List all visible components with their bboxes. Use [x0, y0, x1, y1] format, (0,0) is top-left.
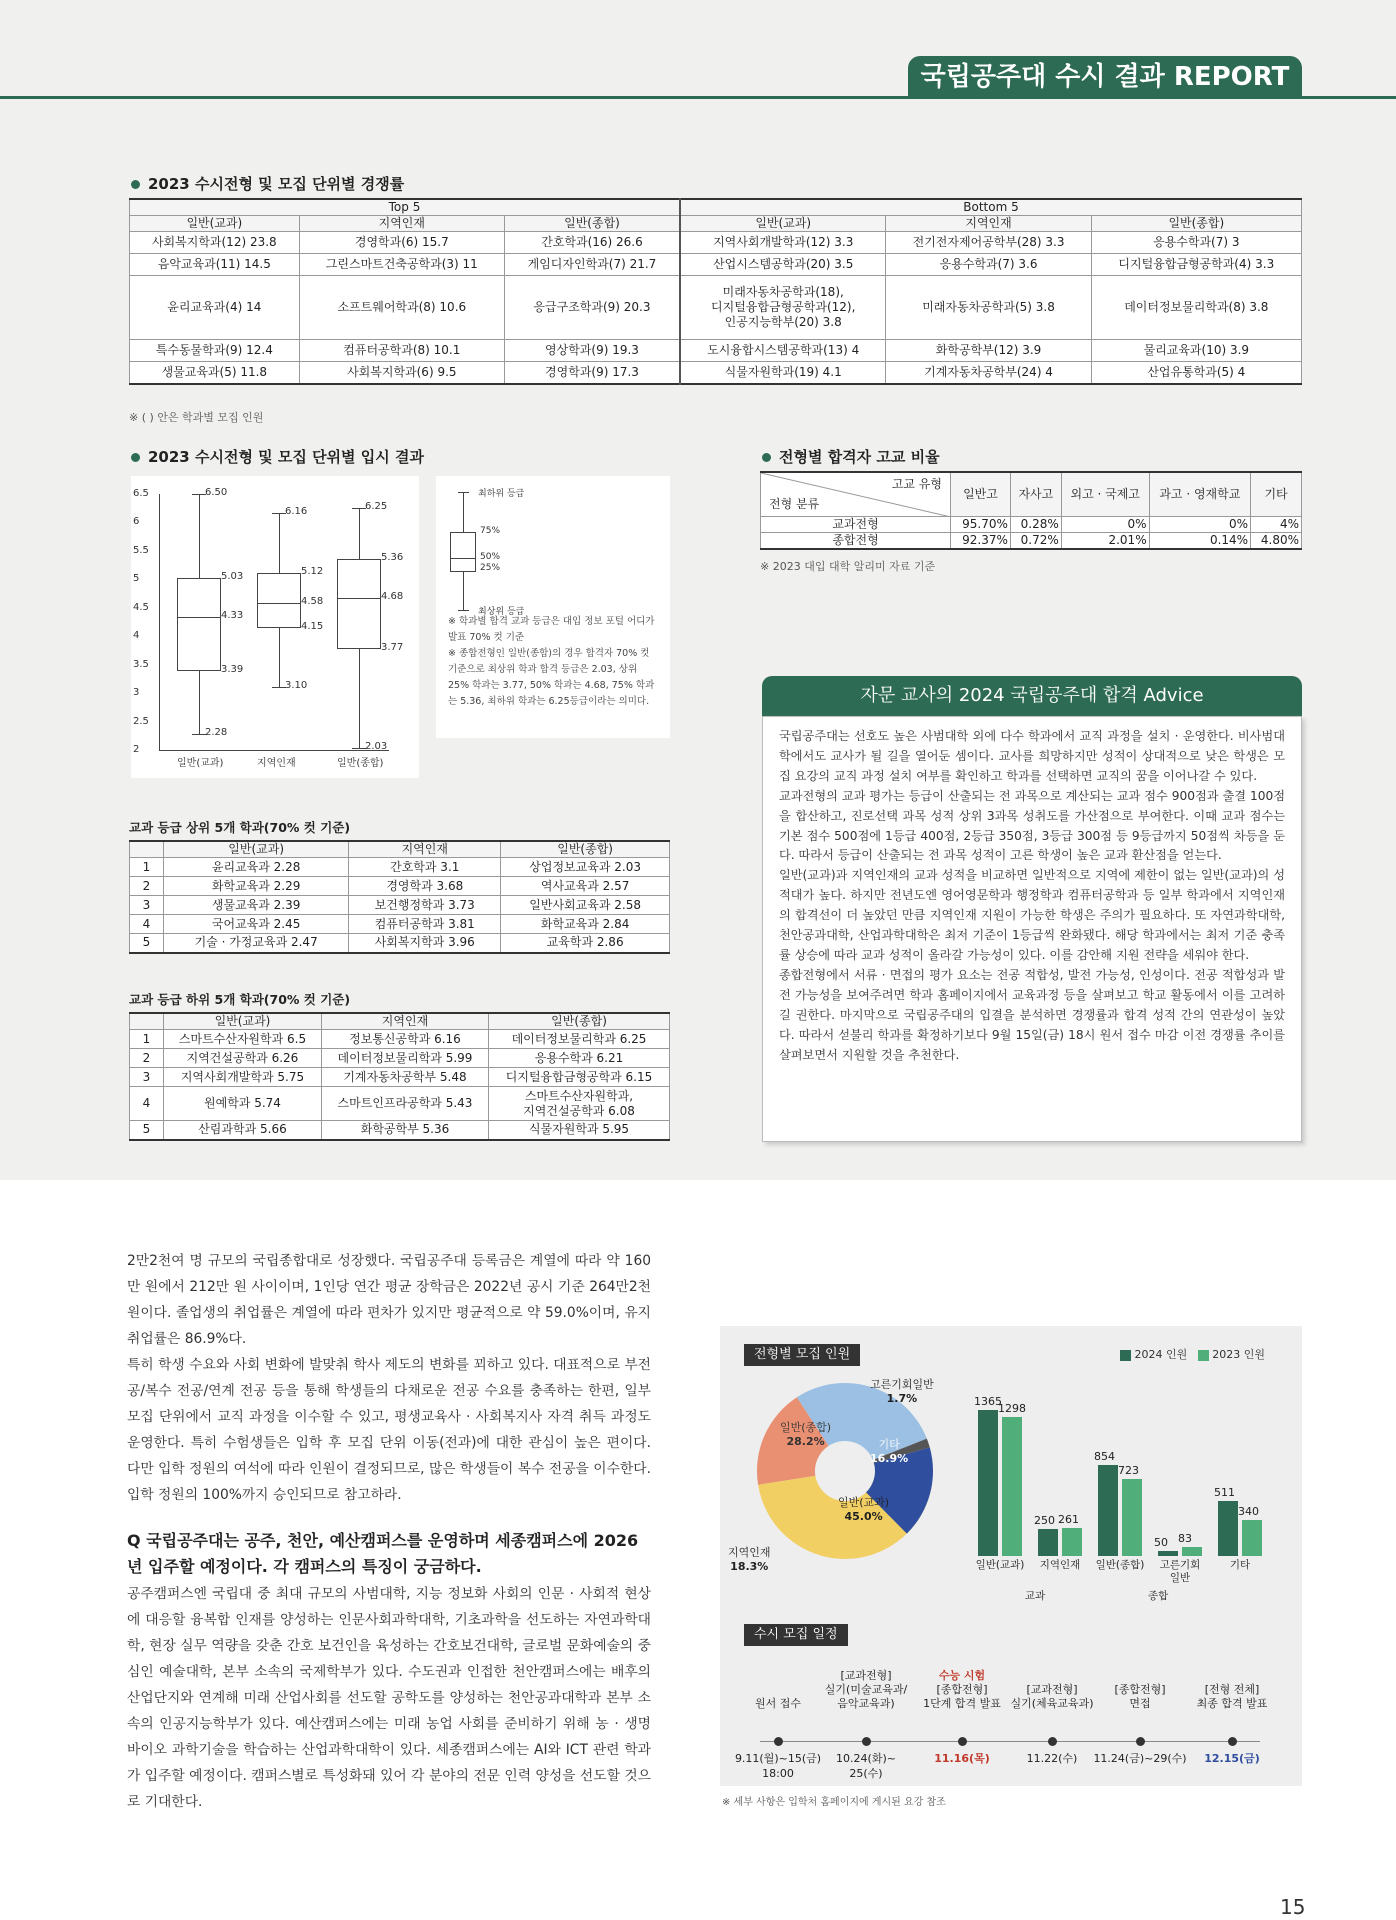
table-cell: 산업유통학과(5) 4	[1091, 362, 1301, 384]
column-header: 일반(교과)	[680, 216, 886, 232]
y-tick-label: 6.5	[133, 488, 149, 499]
table-row	[130, 1087, 670, 1121]
y-tick-label: 2.5	[133, 715, 149, 727]
table-cell: 생물교육과(5) 11.8	[130, 362, 300, 384]
table-cell: 0%	[1061, 516, 1149, 532]
table-cell: 게임디자인학과(7) 21.7	[504, 254, 679, 276]
x-axis	[159, 750, 389, 751]
table-cell: 사회복지학과(12) 23.8	[130, 232, 300, 254]
legend-label: 최하위 등급	[478, 489, 525, 499]
table-cell: 원예학과 5.74	[164, 1087, 322, 1121]
table-cell: 0%	[1149, 516, 1250, 532]
table-cell: 데이터정보물리학과(8) 3.8	[1091, 276, 1301, 340]
table-cell: 0.14%	[1149, 532, 1250, 549]
legend-whisker	[463, 572, 464, 610]
pie-label	[728, 1546, 771, 1574]
top5-title: 교과 등급 상위 5개 학과(70% 컷 기준)	[129, 820, 351, 835]
table-cell: 1	[130, 1030, 164, 1049]
stats-footnote: ※ 세부 사항은 입학처 홈페이지에 게시된 요강 참조	[722, 1797, 946, 1808]
table-row	[130, 858, 670, 877]
bar-value-label: 723	[1118, 1463, 1139, 1477]
table-cell: 2.01%	[1061, 532, 1149, 549]
table-cell: 0.28%	[1010, 516, 1061, 532]
column-header: 일반(교과)	[130, 216, 300, 232]
y-tick-label: 3	[133, 687, 140, 699]
table-cell: 교육학과 2.86	[501, 934, 670, 953]
table-cell: 응용수학과 6.21	[489, 1049, 670, 1068]
schedule-timeline	[720, 1651, 1302, 1781]
value-label: 5.12	[301, 565, 324, 577]
table-cell: 응급구조학과(9) 20.3	[504, 276, 679, 340]
question-heading: Q 국립공주대는 공주, 천안, 예산캠퍼스를 운영하며 세종캠퍼스에 2026년 입주할 예정이다. 각 캠퍼스의 특징이 궁금하다.	[127, 1531, 639, 1576]
table-row	[130, 877, 670, 896]
box	[257, 573, 301, 628]
schedule-title: 수시 모집 일정	[744, 1624, 848, 1646]
schedule-date: 12.15(금)	[1204, 1752, 1260, 1765]
table-row	[761, 532, 1302, 549]
table-cell: 사회복지학과 3.96	[349, 934, 501, 953]
table-cell: 소프트웨어학과(8) 10.6	[299, 276, 504, 340]
table-cell: 4	[130, 915, 164, 934]
advice-title: 자문 교사의 2024 국립공주대 합격 Advice	[762, 676, 1302, 716]
section-title: 전형별 합격자 고교 비율	[779, 448, 940, 466]
value-label: 4.33	[221, 610, 244, 622]
value-label: 6.50	[205, 487, 228, 498]
table-cell: 데이터정보물리학과 5.99	[321, 1049, 488, 1068]
table-cell: 지역사회개발학과 5.75	[164, 1068, 322, 1087]
stats-title: 전형별 모집 인원	[744, 1344, 860, 1366]
table-cell: 윤리교육과(4) 14	[130, 276, 300, 340]
table-cell: 국어교육과 2.45	[164, 915, 349, 934]
advice-paragraph: 국립공주대는 선호도 높은 사범대학 외에 다수 학과에서 교직 과정을 설치 · 운영한다. 비사범대학에서도 교사가 될 길을 열어둔 셈이다. 교사를 희망하지만 성적이 상대적으로 낮은 학생은 모집 요강의 교직 과정 설치 여부를 확인하고 학과를 선택하면 교직의 꿈을 이어나갈 수 있다.	[779, 729, 1285, 783]
column-header: 과고 · 영재학교	[1149, 472, 1250, 516]
article-paragraph: 2만2천여 명 규모의 국립종합대로 성장했다. 국립공주대 등록금은 계열에 따라 약 160만 원에서 212만 원 사이이며, 1인당 연간 평균 장학금은 2022년 공시 기준 264만2천 원이다. 졸업생의 취업률은 계열에 따라 편차가 있지만 평균적으로 약 59.0%이며, 유지 취업률은 86.9%다.	[127, 1253, 651, 1347]
legend-label: 75%	[480, 526, 501, 536]
bar	[1158, 1551, 1178, 1556]
pie-label	[838, 1496, 889, 1524]
x-category-label: 고른기회 일반	[1159, 1559, 1201, 1584]
table-cell: 식물자원학과 5.95	[489, 1121, 670, 1140]
bullet-icon	[762, 453, 771, 462]
column-header: 일반(종합)	[504, 216, 679, 232]
legend-swatch-2024	[1120, 1350, 1131, 1361]
schedule-label: [종합전형] 면접	[1114, 1683, 1166, 1710]
corner-cell: 고교 유형 전형 분류	[761, 472, 951, 516]
column-header: 지역인재	[886, 216, 1091, 232]
bar-value-label: 1365	[974, 1394, 1002, 1408]
table-cell: 2	[130, 1049, 164, 1068]
timeline-dot	[862, 1737, 871, 1746]
advice-paragraph: 일반(교과)과 지역인재의 교과 성적을 비교하면 일반적으로 지역에 제한이 없는 일반(교과)의 성적대가 높다. 하지만 전년도엔 영어영문학과 행정학과 컴퓨터공학과 등 일부 학과에서 지역인재의 합격선이 더 높았던 만큼 지역인재 지원이 가능한 학생은 주의가 필요하다. 또 자연과학대학, 천안공과대학, 산업과학대학은 최저 기준이 1등급씩 완화됐다. 해당 학과에서는 최저 기준 충족률 상승에 따라 교과 성적이 올라갈 가능성이 있다. 이를 감안해 지원 전략을 세워야 한다.	[779, 868, 1285, 962]
bullet-icon	[131, 180, 140, 189]
table-cell: 생물교육과 2.39	[164, 896, 349, 915]
table-cell: 3	[130, 1068, 164, 1087]
y-tick-label: 4	[133, 630, 140, 642]
table-note: ※ ( ) 안은 학과별 모집 인원	[129, 411, 264, 424]
top5-header: Top 5	[130, 199, 680, 216]
timeline-dot	[1136, 1737, 1145, 1746]
bottom5-title: 교과 등급 하위 5개 학과(70% 컷 기준)	[129, 992, 351, 1007]
table-cell: 일반사회교육과 2.58	[501, 896, 670, 915]
pie-label-name: 일반(종합)	[780, 1421, 832, 1434]
legend-label: 최상위 등급	[478, 607, 525, 617]
bar-value-label: 340	[1238, 1504, 1259, 1518]
bar	[1038, 1529, 1058, 1556]
table-cell: 3	[130, 896, 164, 915]
value-label: 5.36	[381, 551, 404, 563]
pie-label	[780, 1421, 831, 1449]
schedule-label: 수능 시험 [종합전형] 1단계 합격 발표	[923, 1669, 1001, 1710]
y-tick-label: 3.5	[133, 658, 149, 670]
table-cell: 1	[130, 858, 164, 877]
timeline-dot	[1048, 1737, 1057, 1746]
table-row	[130, 276, 1302, 340]
table-cell: 스마트수산자원학과 6.5	[164, 1030, 322, 1049]
schedule-date: 11.22(수)	[1026, 1752, 1078, 1765]
column-header: 일반(종합)	[1091, 216, 1301, 232]
table-cell: 화학교육과 2.84	[501, 915, 670, 934]
whisker-cap	[272, 687, 286, 688]
advice-paragraph: 교과전형의 교과 평가는 등급이 산출되는 전 과목으로 계산되는 교과 점수 900점과 출결 100점을 합산하고, 진로선택 과목 성적 상위 3과목 성취도를 가산점으로 부여한다. 이때 교과 점수는 기본 점수 500점에 1등급 400점, 2등급 350점, 3등급 300점 등 9등급까지 50점씩 차등을 둔다. 따라서 등급이 산출되는 전 과목 성적이 고른 학생이 높은 교과 환산점을 얻는다.	[779, 788, 1285, 863]
table-cell: 디지털융합금형공학과(4) 3.3	[1091, 254, 1301, 276]
table-row	[130, 915, 670, 934]
whisker-cap	[272, 513, 286, 514]
column-header: 일반(교과)	[164, 841, 349, 858]
table-row	[130, 362, 1302, 384]
article-paragraph: 특히 학생 수요와 사회 변화에 발맞춰 학사 제도의 변화를 꾀하고 있다. 대표적으로 부전공/복수 전공/연계 전공 등을 통해 학생들의 다채로운 전공 수요를 충족하는 한편, 일부 모집 단위에서 교직 과정을 이수할 수 있고, 평생교육사 · 사회복지사 자격 취득 과정도 운영한다. 특히 수험생들은 입학 후 모집 단위 이동(전과)에 대한 관심이 높은 편이다. 다만 입학 정원의 여석에 따라 인원이 결정되므로, 많은 학생들이 복수 전공을 이수한다. 입학 정원의 100%까지 승인되므로 참고하라.	[127, 1357, 651, 1503]
column-header: 일반(종합)	[501, 841, 670, 858]
median-line	[177, 617, 221, 618]
table-cell: 컴퓨터공학과 3.81	[349, 915, 501, 934]
table-cell: 간호학과 3.1	[349, 858, 501, 877]
table-row	[130, 232, 1302, 254]
value-label: 2.03	[365, 741, 388, 753]
y-tick-label: 2	[133, 744, 140, 755]
table-cell: 산업시스템공학과(20) 3.5	[680, 254, 886, 276]
table-cell: 데이터정보물리학과 6.25	[489, 1030, 670, 1049]
pie-label-value: 16.9%	[870, 1452, 909, 1465]
table-cell: 종합전형	[761, 532, 951, 549]
bar-value-label: 250	[1034, 1514, 1055, 1528]
x-category-label: 일반(교과)	[975, 1559, 1025, 1571]
table-note: ※ 2023 대입 대학 알리미 자료 기준	[760, 560, 936, 573]
table-cell: 영상학과(9) 19.3	[504, 340, 679, 362]
value-label: 3.10	[285, 680, 308, 692]
table-cell: 95.70%	[951, 516, 1011, 532]
bar-value-label: 261	[1058, 1513, 1079, 1527]
page-number: 15	[1280, 1895, 1306, 1919]
legend-note: ※ 학과별 합격 교과 등급은 대입 정보 포털 어디가 발표 70% 컷 기준	[448, 616, 655, 643]
pie-label-value: 1.7%	[886, 1392, 918, 1405]
table-row	[130, 1049, 670, 1068]
table-cell: 사회복지학과(6) 9.5	[299, 362, 504, 384]
boxplot-legend-panel	[436, 476, 670, 738]
pie-label-name: 고른기회일반	[870, 1378, 934, 1391]
table-row	[130, 1121, 670, 1140]
y-tick-label: 6	[133, 516, 140, 528]
value-label: 6.16	[285, 506, 308, 518]
section-title: 2023 수시전형 및 모집 단위별 입시 결과	[148, 448, 424, 466]
table-cell: 산림과학과 5.66	[164, 1121, 322, 1140]
table-cell: 2	[130, 877, 164, 896]
table-row	[130, 1068, 670, 1087]
table-cell: 도시융합시스템공학과(13) 4	[680, 340, 886, 362]
column-header: 일반(종합)	[489, 1013, 670, 1030]
y-axis	[159, 494, 160, 750]
bar-value-label: 1298	[998, 1401, 1026, 1415]
table-cell: 물리교육과(10) 3.9	[1091, 340, 1301, 362]
school-ratio-table	[760, 471, 1302, 550]
legend-note: ※ 종합전형인 일반(종합)의 경우 합격자 70% 컷 기준으로 최상위 학과 합격 등급은 2.03, 상위 25% 학과는 3.77, 50% 학과는 4.68, 75% 학과는 5.36, 최하위 학과는 6.25등급이라는 의미다.	[448, 648, 655, 707]
median-line	[337, 598, 381, 599]
y-tick-label: 4.5	[133, 601, 149, 613]
table-cell: 전기전자제어공학부(28) 3.3	[886, 232, 1091, 254]
competition-table	[129, 198, 1302, 385]
column-header: 지역인재	[349, 841, 501, 858]
table-cell: 응용수학과(7) 3.6	[886, 254, 1091, 276]
report-title-tab: 국립공주대 수시 결과 REPORT	[908, 56, 1302, 98]
schedule-label: 원서 접수	[754, 1697, 801, 1710]
bullet-icon	[131, 453, 140, 462]
section-heading	[131, 446, 424, 467]
table-cell: 4%	[1251, 516, 1302, 532]
schedule-date: 11.24(금)~29(수)	[1093, 1752, 1187, 1765]
legend-swatch-2023	[1198, 1350, 1209, 1361]
x-tick-label: 일반(종합)	[337, 758, 384, 769]
schedule-label: [교과전형] 실기(미술교육과/ 음악교육과)	[824, 1669, 908, 1710]
table-cell: 화학교육과 2.29	[164, 877, 349, 896]
table-cell: 4.80%	[1251, 532, 1302, 549]
table-cell: 5	[130, 1121, 164, 1140]
schedule-date: 9.11(월)~15(금) 18:00	[734, 1752, 822, 1780]
bar-value-label: 511	[1214, 1486, 1235, 1500]
column-header: 지역인재	[299, 216, 504, 232]
whisker-cap	[352, 748, 366, 749]
column-header: 기타	[1251, 472, 1302, 516]
whisker-cap	[192, 734, 206, 735]
table-cell: 경영학과(6) 15.7	[299, 232, 504, 254]
x-category-label: 기타	[1229, 1559, 1251, 1571]
schedule-date: 10.24(화)~ 25(수)	[836, 1752, 896, 1780]
pie-label-name: 기타	[878, 1438, 900, 1451]
legend-label: 25%	[480, 563, 501, 573]
bar	[1098, 1465, 1118, 1557]
legend-median	[450, 558, 476, 559]
table-row	[130, 340, 1302, 362]
table-cell: 간호학과(16) 26.6	[504, 232, 679, 254]
bar	[1182, 1547, 1202, 1556]
table-cell: 기술 · 가정교육과 2.47	[164, 934, 349, 953]
table-cell: 응용수학과(7) 3	[1091, 232, 1301, 254]
y-tick-label: 5.5	[133, 544, 149, 556]
bar-legend: 2024 인원 2023 인원	[1120, 1346, 1265, 1362]
x-category-label: 지역인재	[1039, 1559, 1081, 1571]
value-label: 2.28	[205, 727, 228, 739]
bar	[1002, 1417, 1022, 1556]
table-cell: 기계자동차공학부(24) 4	[886, 362, 1091, 384]
table-cell: 경영학과 3.68	[349, 877, 501, 896]
table-cell: 화학공학부 5.36	[321, 1121, 488, 1140]
section-heading	[131, 173, 404, 194]
bar-chart	[970, 1386, 1280, 1602]
bar	[1242, 1520, 1262, 1556]
boxplot-chart	[131, 476, 419, 778]
pie-label-value: 45.0%	[844, 1510, 883, 1523]
legend-cap	[458, 610, 469, 611]
bar	[1062, 1528, 1082, 1556]
bar-value-label: 83	[1178, 1532, 1192, 1546]
legend-whisker	[463, 492, 464, 532]
pie-label-value: 28.2%	[786, 1435, 825, 1448]
table-cell: 미래자동차공학과(18), 디지털융합금형공학과(12), 인공지능학부(20) 3.8	[680, 276, 886, 340]
timeline-line	[760, 1741, 1260, 1742]
value-label: 6.25	[365, 501, 388, 513]
schedule-date: 11.16(목)	[934, 1752, 990, 1765]
pie-label	[870, 1438, 908, 1466]
table-cell: 특수동물학과(9) 12.4	[130, 340, 300, 362]
table-cell: 경영학과(9) 17.3	[504, 362, 679, 384]
bar-value-label: 854	[1094, 1449, 1115, 1463]
article-paragraph: 공주캠퍼스엔 국립대 중 최대 규모의 사범대학, 지능 정보화 사회의 인문 · 사회적 현상에 대응할 융복합 인재를 양성하는 인문사회과학대학, 기초과학을 선도하는 자연과학대학, 현장 실무 역량을 갖춘 간호 보건인을 육성하는 간호보건대학, 글로벌 문화예술의 중심인 예술대학, 본부 소속의 국제학부가 있다. 수도권과 인접한 천안캠퍼스에는 배후의 산업단지와 연계해 미래 산업사회를 선도할 공학도를 양성하는 천안공과대학과 본부 소속의 인공지능학부가 있다. 예산캠퍼스에는 미래 농업 사회를 준비하기 위해 농 · 생명 바이오 과학기술을 학습하는 산업과학대학이 있다. 세종캠퍼스에는 AI와 ICT 관련 학과가 입주할 예정이다. 캠퍼스별로 특성화돼 있어 각 분야의 전문 인력 양성을 선도할 것으로 기대한다.	[127, 1586, 651, 1810]
timeline-dot	[1228, 1737, 1237, 1746]
column-header: 일반(교과)	[164, 1013, 322, 1030]
value-label: 3.77	[381, 642, 404, 654]
section-title: 2023 수시전형 및 모집 단위별 경쟁률	[148, 175, 405, 193]
advice-paragraph: 종합전형에서 서류 · 면접의 평가 요소는 전공 적합성, 발전 가능성, 인성이다. 전공 적합성과 발전 가능성을 보여주려면 학과 홈페이지에서 교육과정 등을 살펴보고 학교 활동에서 이를 고려하길 권한다. 마지막으로 국립공주대의 입결을 분석하면 경쟁률과 합격 성적 간의 연관성이 높았다. 따라서 섣불리 학과를 확정하기보다 9월 15일(금) 18시 원서 접수 마감 이전 경쟁률 추이를 살펴보면서 지원할 것을 추천한다.	[779, 967, 1285, 1062]
legend-cap	[458, 492, 469, 493]
group-label: 교과	[1025, 1590, 1046, 1602]
bar	[978, 1410, 998, 1556]
top5-table	[129, 840, 670, 954]
table-cell: 화학공학부(12) 3.9	[886, 340, 1091, 362]
box	[177, 578, 221, 671]
bar	[1122, 1479, 1142, 1556]
legend-label: 50%	[480, 552, 501, 562]
table-cell: 미래자동차공학과(5) 3.8	[886, 276, 1091, 340]
table-cell: 윤리교육과 2.28	[164, 858, 349, 877]
table-cell: 기계자동차공학부 5.48	[321, 1068, 488, 1087]
value-label: 4.68	[381, 590, 404, 602]
timeline-dot	[774, 1737, 783, 1746]
column-header: 지역인재	[321, 1013, 488, 1030]
table-cell: 4	[130, 1087, 164, 1121]
pie-label-name: 일반(교과)	[838, 1496, 890, 1509]
table-cell: 역사교육과 2.57	[501, 877, 670, 896]
table-cell: 상업정보교육과 2.03	[501, 858, 670, 877]
table-cell: 음악교육과(11) 14.5	[130, 254, 300, 276]
table-cell: 0.72%	[1010, 532, 1061, 549]
value-label: 4.15	[301, 620, 324, 632]
pie-label	[870, 1378, 934, 1406]
timeline-dot	[958, 1737, 967, 1746]
y-tick-label: 5	[133, 573, 140, 585]
table-row	[130, 896, 670, 915]
table-cell: 교과전형	[761, 516, 951, 532]
bar-value-label: 50	[1154, 1535, 1168, 1549]
schedule-label: [교과전형] 실기(체육교육과)	[1010, 1683, 1094, 1710]
column-header: 일반고	[951, 472, 1011, 516]
table-cell: 그린스마트건축공학과(3) 11	[299, 254, 504, 276]
table-cell: 컴퓨터공학과(8) 10.1	[299, 340, 504, 362]
table-cell: 지역건설공학과 6.26	[164, 1049, 322, 1068]
value-label: 4.58	[301, 596, 324, 608]
bar	[1218, 1501, 1238, 1556]
schedule-label: [전형 전체] 최종 합격 발표	[1196, 1683, 1268, 1710]
table-cell: 정보통신공학과 6.16	[321, 1030, 488, 1049]
table-row	[130, 1030, 670, 1049]
table-row	[761, 516, 1302, 532]
stats-panel	[720, 1326, 1302, 1786]
value-label: 3.39	[221, 663, 244, 675]
pie-label-name: 지역인재	[728, 1546, 771, 1559]
table-cell: 5	[130, 934, 164, 953]
legend-box	[450, 532, 476, 572]
table-cell: 디지털융합금형공학과 6.15	[489, 1068, 670, 1087]
x-tick-label: 지역인재	[257, 758, 296, 769]
x-category-label: 일반(종합)	[1095, 1559, 1145, 1571]
table-cell: 스마트인프라공학과 5.43	[321, 1087, 488, 1121]
table-cell: 보건행정학과 3.73	[349, 896, 501, 915]
x-tick-label: 일반(교과)	[177, 758, 224, 769]
table-cell: 지역사회개발학과(12) 3.3	[680, 232, 886, 254]
table-cell: 92.37%	[951, 532, 1011, 549]
whisker-cap	[192, 494, 206, 495]
pie-label-value: 18.3%	[730, 1560, 769, 1573]
box	[337, 559, 381, 649]
median-line	[257, 603, 301, 604]
group-label: 종합	[1148, 1590, 1169, 1602]
advice-body	[762, 716, 1302, 1142]
column-header: 외고 · 국제고	[1061, 472, 1149, 516]
table-cell: 식물자원학과(19) 4.1	[680, 362, 886, 384]
whisker-cap	[352, 508, 366, 509]
table-row	[130, 254, 1302, 276]
bottom5-header: Bottom 5	[680, 199, 1302, 216]
value-label: 5.03	[221, 570, 244, 582]
column-header: 자사고	[1010, 472, 1061, 516]
section-heading	[762, 446, 940, 467]
table-row	[130, 934, 670, 953]
bottom5-table	[129, 1012, 670, 1141]
table-cell: 스마트수산자원학과, 지역건설공학과 6.08	[489, 1087, 670, 1121]
